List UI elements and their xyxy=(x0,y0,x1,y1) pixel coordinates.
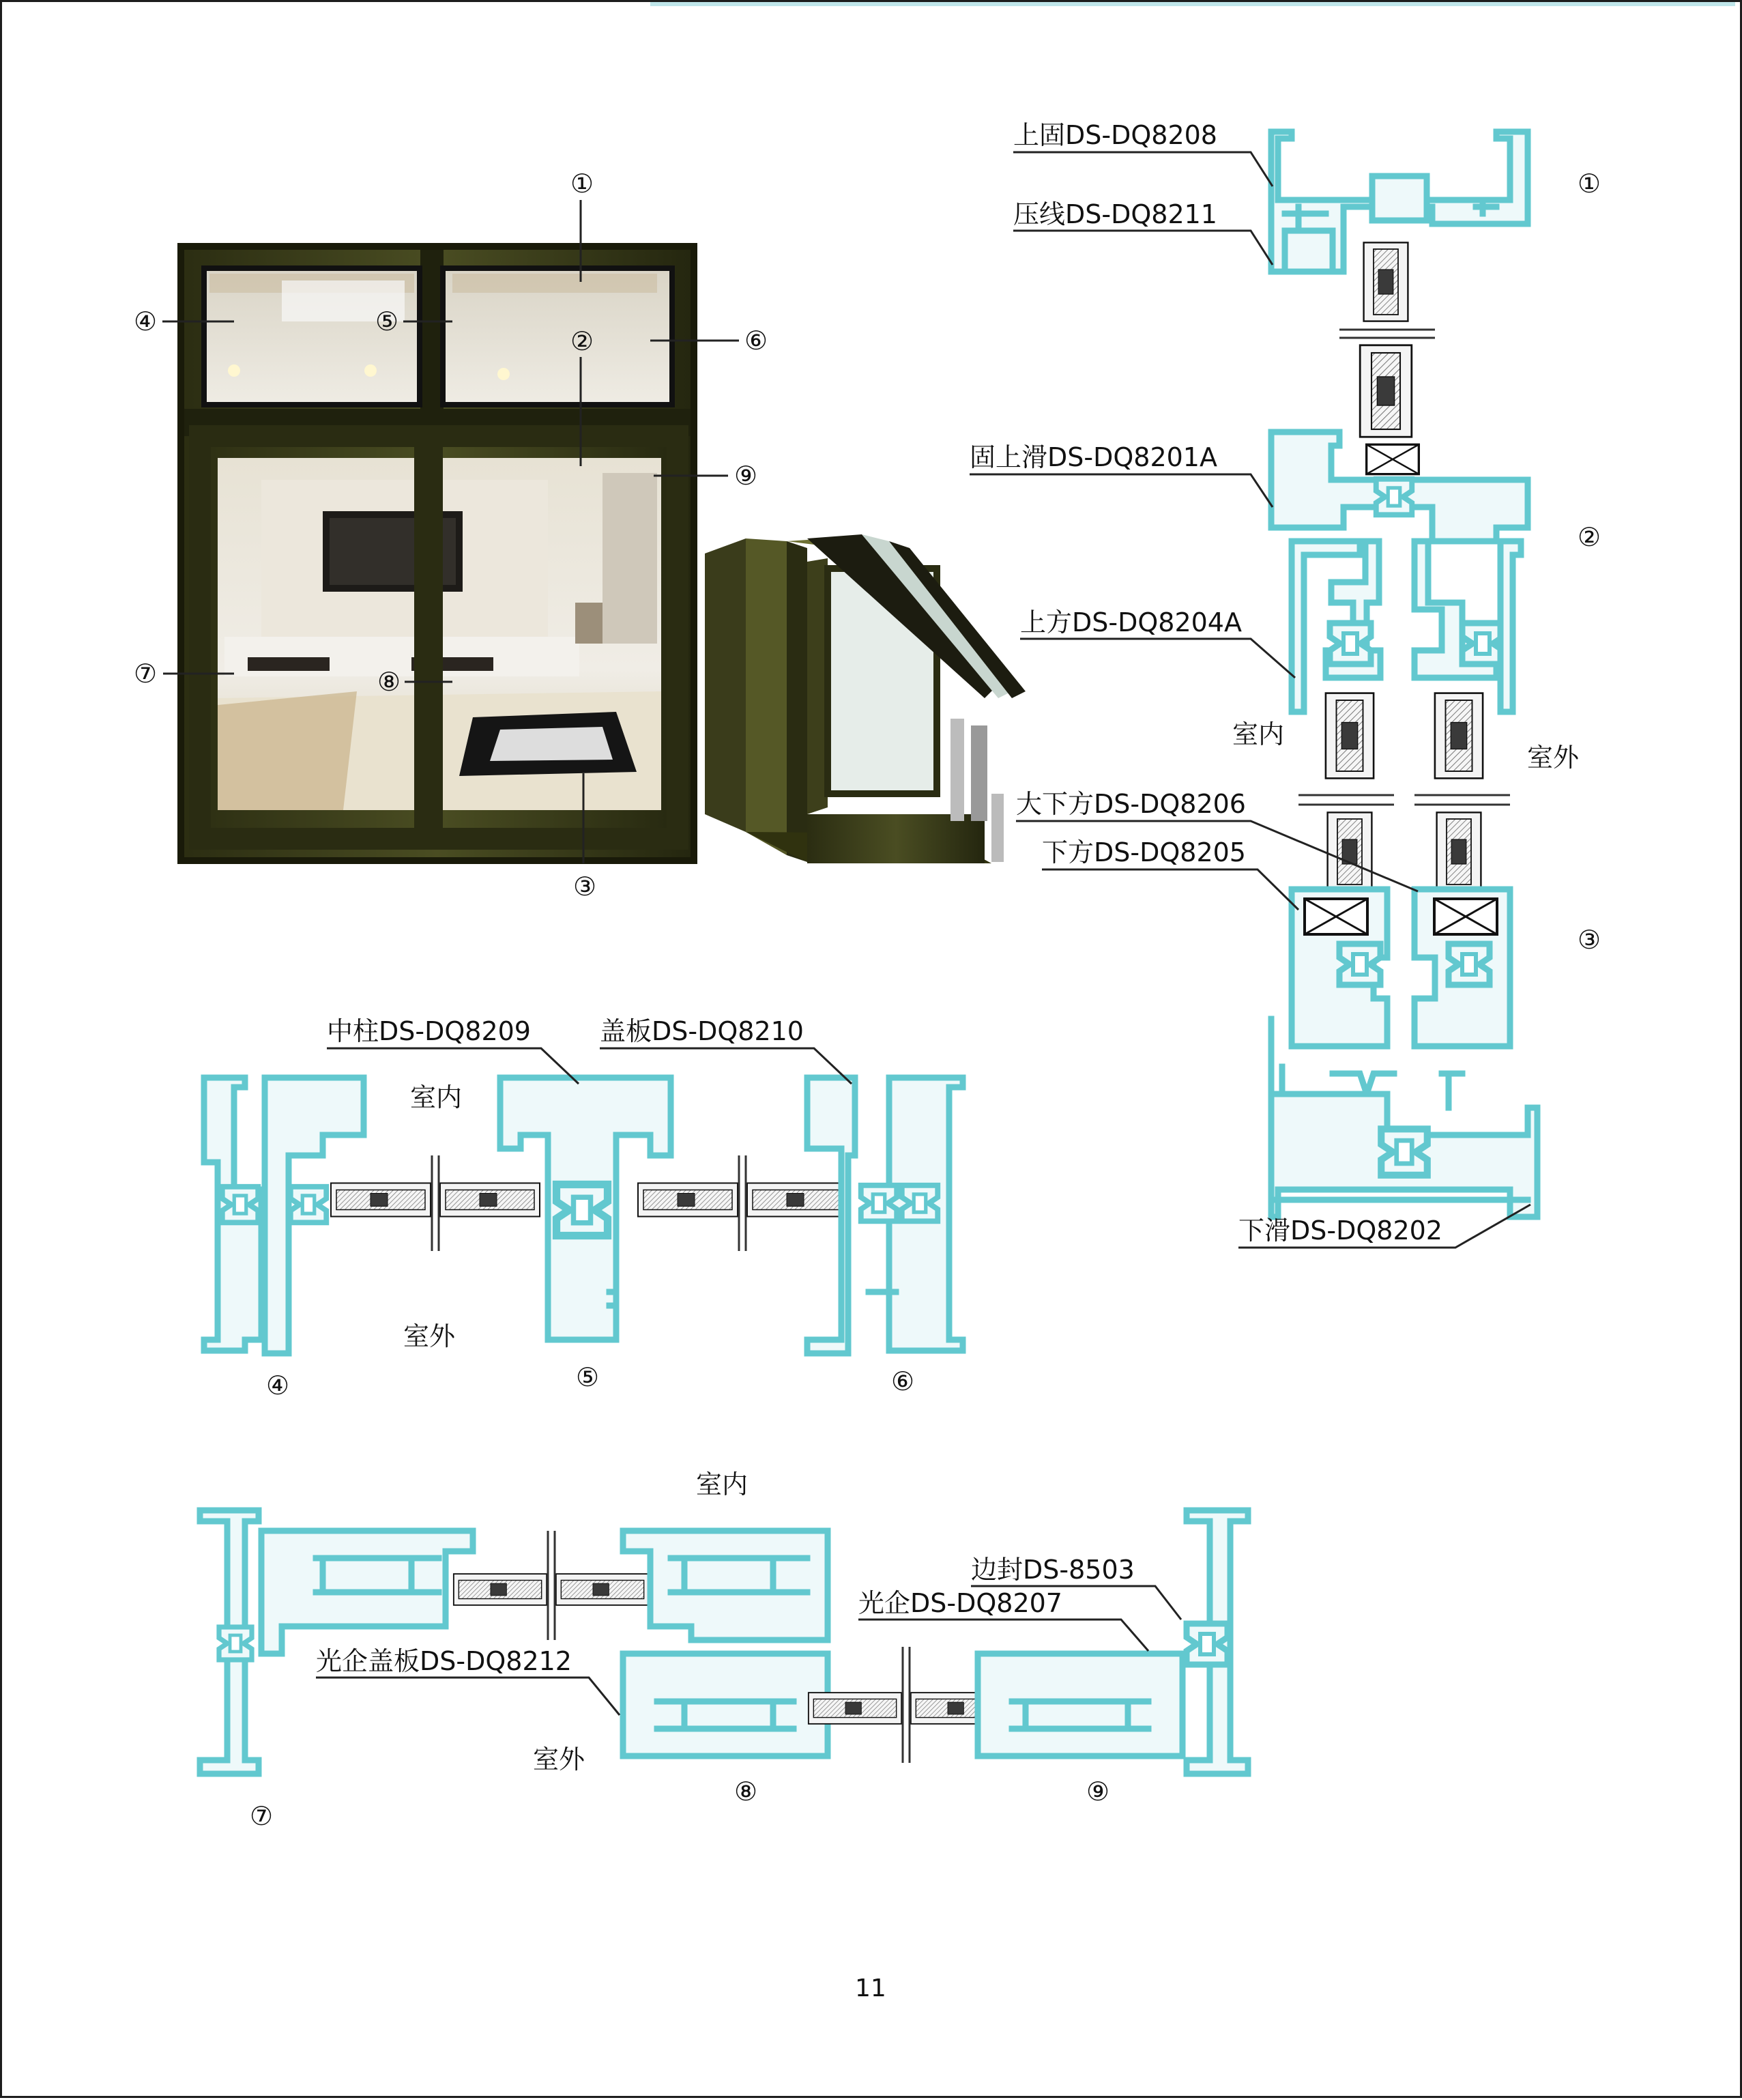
label-interlock: 光企DS-DQ8207 xyxy=(858,1588,1062,1618)
marker-6-section: ⑥ xyxy=(890,1366,915,1396)
marker-4-photo: ④ xyxy=(133,306,158,336)
label-bead: 压线DS-DQ8211 xyxy=(1013,199,1217,229)
label-lower-sash: 下方DS-DQ8205 xyxy=(1042,837,1246,867)
label-indoor-section1: 室内 xyxy=(410,1082,463,1112)
label-indoor-vertical: 室内 xyxy=(1232,719,1285,749)
marker-7-photo: ⑦ xyxy=(133,659,158,689)
corner-profile-photo xyxy=(705,534,1026,863)
marker-4-section: ④ xyxy=(265,1370,290,1400)
marker-2-section: ② xyxy=(1577,522,1601,552)
marker-3-photo: ③ xyxy=(572,872,597,902)
sash-lower-right xyxy=(978,1654,1182,1756)
label-lower-slide: 下滑DS-DQ8202 xyxy=(1238,1216,1442,1246)
vertical-section xyxy=(1271,132,1537,1217)
label-large-lower-sash: 大下方DS-DQ8206 xyxy=(1016,789,1246,819)
horizontal-section-1 xyxy=(204,1078,963,1353)
marker-2-photo: ② xyxy=(570,326,594,356)
label-outdoor-vertical: 室外 xyxy=(1527,743,1580,773)
sash-lower-left xyxy=(623,1654,828,1756)
marker-9-photo: ⑨ xyxy=(734,461,758,491)
sash-upper-right xyxy=(623,1531,828,1640)
label-indoor-section2: 室内 xyxy=(696,1469,749,1499)
marker-3-section: ③ xyxy=(1577,925,1601,955)
bead-profile xyxy=(1285,231,1333,272)
marker-6-photo: ⑥ xyxy=(744,326,768,356)
label-top-fixed: 上固DS-DQ8208 xyxy=(1013,120,1217,150)
page-number: 11 xyxy=(855,1974,886,2002)
marker-1-photo: ① xyxy=(570,169,594,199)
marker-1-section: ① xyxy=(1577,169,1601,199)
label-cover-plate: 盖板DS-DQ8210 xyxy=(600,1016,804,1046)
marker-8-photo: ⑧ xyxy=(377,667,401,697)
label-interlock-cover: 光企盖板DS-DQ8212 xyxy=(316,1646,572,1676)
drawing-canvas xyxy=(2,2,1742,2100)
label-outdoor-section1: 室外 xyxy=(403,1321,456,1351)
label-upper-sash: 上方DS-DQ8204A xyxy=(1020,607,1242,637)
window-photo xyxy=(181,246,694,861)
marker-7-section: ⑦ xyxy=(249,1801,274,1831)
label-outdoor-section2: 室外 xyxy=(533,1744,585,1774)
marker-8-section: ⑧ xyxy=(734,1777,758,1807)
label-side-seal: 边封DS-8503 xyxy=(971,1555,1135,1585)
marker-5-section: ⑤ xyxy=(575,1362,600,1392)
horizontal-section-2 xyxy=(200,1510,1248,1774)
marker-9-section: ⑨ xyxy=(1086,1777,1110,1807)
marker-5-photo: ⑤ xyxy=(375,306,399,336)
label-fixed-upper-slide: 固上滑DS-DQ8201A xyxy=(970,442,1217,472)
label-mullion: 中柱DS-DQ8209 xyxy=(327,1016,531,1046)
